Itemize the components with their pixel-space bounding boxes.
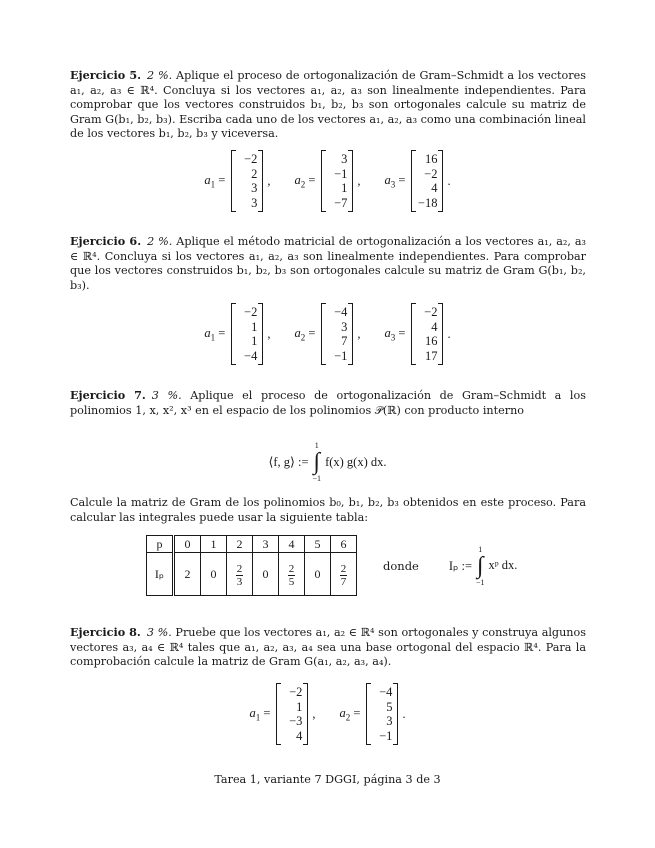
integral-sign-1: [313, 441, 322, 483]
vector-entry: 3: [386, 714, 393, 728]
exercise-6: [70, 234, 586, 293]
ip-lhs: Iₚ :=: [448, 558, 473, 573]
vector-letter: a: [384, 325, 391, 340]
inner-product-lhs: ⟨f, g⟩ :=: [268, 455, 309, 469]
vector-bracket: [231, 150, 263, 212]
exercise-7-continued: [70, 496, 586, 525]
vector-separator: .: [447, 326, 451, 341]
column-vector: [340, 683, 406, 745]
equals-sign: =: [260, 705, 271, 720]
exercise-5-title: Ejercicio 5.: [70, 68, 142, 82]
exercise-5-text: Aplique el proceso de ortogonalización de Gram–Schmidt a los vectores a₁, a₂, a₃ ∈ ℝ⁴. Concluya si los vectores a₁, a₂, a₃ son linealmente independientes. Para comprobar que los vectores construidos b₁, b₂, b₃ son ortogonales calcule su matriz de Gram G(b₁, b₂, b₃). Escriba cada uno de los vectores a₁, a₂, a₃ como una combinación lineal de los vectores b₁, b₂, b₃ y viceversa.: [70, 69, 586, 141]
vector-name: [294, 173, 315, 190]
vector-name: [204, 173, 225, 190]
vector-name: [249, 706, 270, 723]
exercise-8-statement: [70, 625, 586, 670]
fraction-denominator: 3: [236, 575, 243, 588]
inner-product-body: f(x) g(x) dx.: [325, 454, 387, 469]
page-footer: Tarea 1, variante 7 DGGI, página 3 de 3: [214, 773, 441, 786]
vector-entry: −2: [244, 305, 258, 319]
vector-entry: −1: [379, 728, 393, 743]
vector-entry: 17: [424, 348, 438, 363]
exercise-6-text: Aplique el método matricial de ortogonalización a los vectores a₁, a₂, a₃ ∈ ℝ⁴. Concluya si los vectores a₁, a₂, a₃ son linealmente independientes. Para comprobar que los vectores construidos b₁, b₂, b₃ son ortogonales calcule su matriz de Gram G(b₁, b₂, b₃).: [70, 235, 586, 292]
column-vector: [204, 150, 270, 212]
table-cell-p: 5: [305, 536, 331, 553]
vector-separator: .: [447, 173, 451, 188]
vector-subscript: 1: [210, 332, 216, 343]
table-cell-ip: 0: [201, 553, 227, 596]
vector-separator: ,: [267, 326, 271, 341]
vector-letter: a: [204, 325, 211, 340]
vector-entry: −1: [334, 166, 348, 181]
column-vector: [294, 150, 360, 212]
equals-sign: =: [350, 705, 361, 720]
vector-name: [385, 326, 406, 343]
vector-entry: −2: [424, 305, 438, 319]
vector-subscript: 2: [300, 332, 306, 343]
exercise-7-statement: [70, 388, 586, 418]
table-header-ip: Iₚ: [147, 553, 174, 596]
vector-separator: ,: [357, 173, 361, 188]
equals-sign: =: [395, 325, 406, 340]
table-cell-ip: 0: [253, 553, 279, 596]
vector-entry: −2: [244, 152, 258, 166]
table-cell-p: 1: [201, 536, 227, 553]
vector-entry: −2: [289, 685, 303, 699]
fraction-numerator: 2: [288, 562, 295, 575]
exercise-8-text: Pruebe que los vectores a₁, a₂ ∈ ℝ⁴ son ortogonales y construya algunos vectores a₃, a₄ ∈ ℝ⁴ tales que a₁, a₂, a₃, a₄ sea una base ortogonal del espacio ℝ⁴. Para la comprobación calcule la matriz de Gram G(a₁, a₂, a₃, a₄).: [70, 626, 586, 669]
vector-separator: ,: [267, 173, 271, 188]
vector-bracket: [276, 683, 308, 745]
column-vector: [385, 150, 451, 212]
vector-letter: a: [249, 705, 256, 720]
vector-letter: a: [339, 705, 346, 720]
vector-entry: 5: [386, 699, 393, 714]
fraction-numerator: 2: [340, 562, 347, 575]
exercise-5-points: 2 %.: [147, 69, 173, 82]
vector-subscript: 2: [345, 712, 351, 723]
column-vector: [294, 303, 360, 365]
integral-lower-1: −1: [312, 474, 322, 483]
vector-entry: −2: [424, 166, 438, 181]
vector-entry: 3: [251, 195, 258, 210]
vector-entry: −18: [417, 195, 438, 210]
exercise-7-points: 3 %.: [151, 389, 182, 402]
exercise-7: [70, 388, 586, 418]
vector-entry: 4: [431, 181, 438, 195]
equals-sign: =: [305, 172, 316, 187]
vector-entry: −4: [244, 348, 258, 363]
fraction: [288, 563, 296, 588]
table-cell-ip: [227, 553, 253, 596]
vector-entry: 3: [341, 152, 348, 166]
vector-bracket: [366, 683, 398, 745]
table-row-p: [147, 536, 357, 553]
vector-entry: 1: [251, 319, 258, 334]
vector-bracket: [231, 303, 263, 365]
integral-table: [146, 535, 357, 596]
column-vector: [385, 303, 451, 365]
vector-entry: 3: [251, 181, 258, 195]
vector-bracket: [411, 150, 443, 212]
inner-product-definition: [0, 441, 655, 483]
table-cell-p: 4: [279, 536, 305, 553]
vector-entry: 1: [251, 334, 258, 348]
vector-entry: 7: [341, 334, 348, 348]
table-cell-ip: 2: [174, 553, 201, 596]
ip-definition: [449, 545, 518, 587]
vector-letter: a: [204, 172, 211, 187]
table-row-ip: [147, 553, 357, 596]
vector-entry: −4: [379, 685, 393, 699]
exercise-6-statement: [70, 234, 586, 293]
fraction-numerator: 2: [236, 562, 243, 575]
exercise-7-title: Ejercicio 7.: [70, 388, 146, 402]
vector-letter: a: [384, 172, 391, 187]
exercise-6-title: Ejercicio 6.: [70, 234, 142, 248]
vector-subscript: 1: [255, 712, 261, 723]
vector-name: [204, 326, 225, 343]
equals-sign: =: [305, 325, 316, 340]
fraction-denominator: 5: [288, 575, 295, 588]
equals-sign: =: [215, 172, 226, 187]
exercise-8-points: 3 %.: [146, 626, 172, 639]
vector-letter: a: [294, 325, 301, 340]
vector-name: [340, 706, 361, 723]
exercise-5: [70, 68, 586, 142]
table-header-p: p: [147, 536, 174, 553]
table-cell-p: 3: [253, 536, 279, 553]
vector-name: [385, 173, 406, 190]
vector-entry: −7: [334, 195, 348, 210]
vector-entry: 16: [424, 152, 438, 166]
vector-entry: −4: [334, 305, 348, 319]
ip-body: xᵖ dx.: [488, 558, 518, 572]
equals-sign: =: [395, 172, 406, 187]
exercise-5-statement: [70, 68, 586, 142]
table-cell-ip: [331, 553, 357, 596]
integral-table-row: [146, 535, 517, 596]
table-cell-p: 6: [331, 536, 357, 553]
vector-entry: 1: [341, 181, 348, 195]
fraction: [340, 563, 348, 588]
vector-separator: ,: [312, 706, 316, 721]
vector-subscript: 3: [390, 179, 396, 190]
fraction: [236, 563, 244, 588]
vector-subscript: 1: [210, 179, 216, 190]
integral-lower-2: −1: [476, 577, 485, 587]
vector-entry: 4: [431, 319, 438, 334]
donde-label: donde: [383, 558, 419, 573]
exercise-7-text: Aplique el proceso de ortogonalización de Gram–Schmidt a los polinomios 1, x, x², x³ en el espacio de los polinomios 𝒫(ℝ) con producto interno: [70, 389, 586, 417]
column-vector: [249, 683, 315, 745]
exercise-6-points: 2 %.: [147, 235, 173, 248]
vector-subscript: 2: [300, 179, 306, 190]
integral-upper-2: 1: [478, 544, 483, 554]
integral-symbol-1: ∫: [313, 449, 321, 475]
fraction-denominator: 7: [340, 575, 347, 588]
vector-separator: .: [402, 706, 406, 721]
vector-bracket: [321, 150, 353, 212]
table-cell-ip: 0: [305, 553, 331, 596]
integral-symbol-2: ∫: [477, 552, 484, 579]
table-cell-p: 2: [227, 536, 253, 553]
column-vector: [204, 303, 270, 365]
integral-upper-1: 1: [314, 441, 319, 450]
table-cell-ip: [279, 553, 305, 596]
equals-sign: =: [215, 325, 226, 340]
exercise-8-vectors: [0, 683, 655, 745]
vector-entry: −1: [334, 348, 348, 363]
vector-name: [294, 326, 315, 343]
exercise-8: [70, 625, 586, 670]
vector-subscript: 3: [390, 332, 396, 343]
exercise-5-vectors: [0, 150, 655, 212]
vector-separator: ,: [357, 326, 361, 341]
exercise-6-vectors: [0, 303, 655, 365]
vector-bracket: [321, 303, 353, 365]
vector-entry: −3: [289, 714, 303, 728]
vector-entry: 4: [296, 728, 303, 743]
exercise-8-title: Ejercicio 8.: [70, 625, 141, 639]
vector-entry: 3: [341, 319, 348, 334]
vector-letter: a: [294, 172, 301, 187]
exercise-7-text2: Calcule la matriz de Gram de los polinomios b₀, b₁, b₂, b₃ obtenidos en este proceso. Para calcular las integrales puede usar la siguiente tabla:: [70, 496, 586, 524]
integral-sign-2: [476, 545, 485, 587]
vector-entry: 2: [251, 166, 258, 181]
vector-entry: 16: [424, 334, 438, 348]
vector-bracket: [411, 303, 443, 365]
table-cell-p: 0: [174, 536, 201, 553]
vector-entry: 1: [296, 699, 303, 714]
